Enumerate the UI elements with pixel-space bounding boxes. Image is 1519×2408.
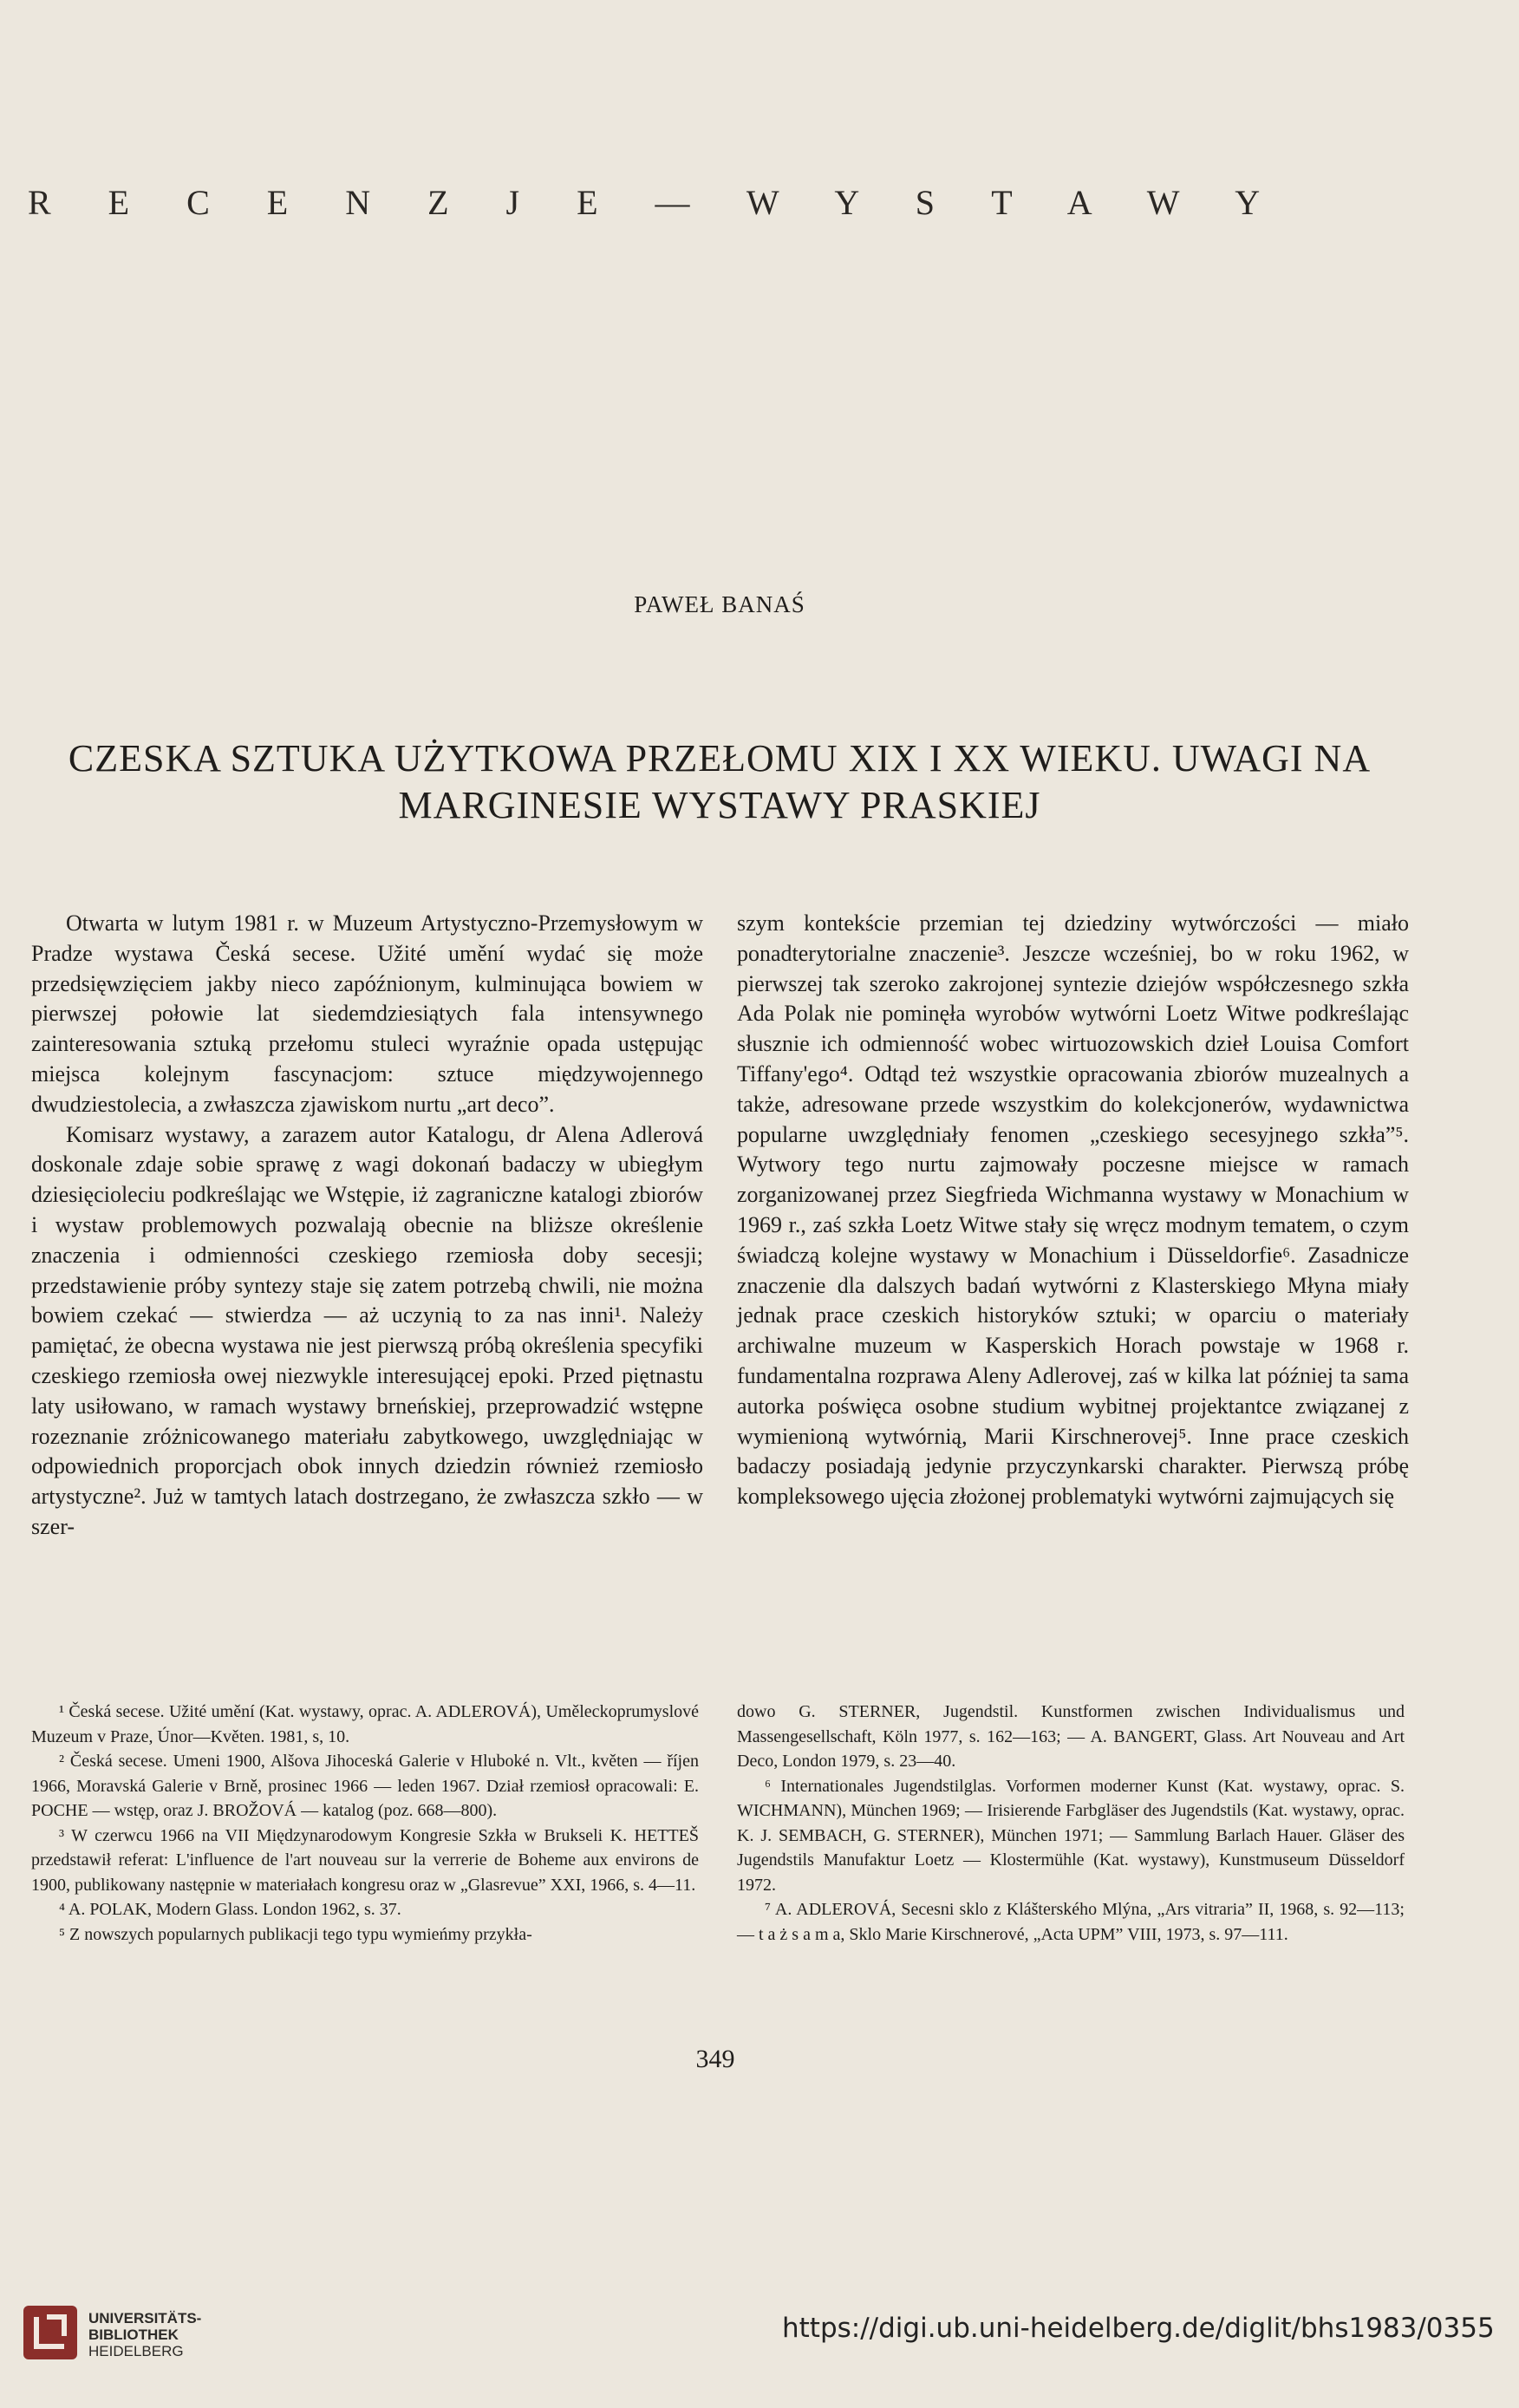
- body-column-left: [31, 909, 703, 1543]
- title-line-2: MARGINESIE WYSTAWY PRASKIEJ: [398, 784, 1041, 826]
- article-author: PAWEŁ BANAŚ: [634, 591, 805, 617]
- footnotes-left: [31, 1700, 699, 1947]
- page-number: 349: [695, 2045, 735, 2073]
- footnote: ² Česká secese. Umeni 1900, Alšova Jihoceská Galerie v Hluboké n. Vlt., květen — říjen 1966, Moravská Galerie v Brně, prosinec 1966 — leden 1967. Dział rzemiosł opracowali: E. POCHE — wstęp, oraz J. BROŽOVÁ — katalog (poz. 668—800).: [31, 1752, 699, 1820]
- footnotes-right: [737, 1700, 1405, 1947]
- footnote: dowo G. STERNER, Jugendstil. Kunstformen zwischen Individualismus und Massengesellschaft, Köln 1977, s. 162—163; — A. BANGERT, Glass. Art Nouveau and Art Deco, London 1979, s. 23—40.: [737, 1702, 1405, 1771]
- paragraph: Komisarz wystawy, a zarazem autor Katalogu, dr Alena Adlerová doskonale zdaje sobie sprawę z wagi dokonań badaczy w ubiegłym dziesięcioleciu podkreślając we Wstępie, iż zagraniczne katalogi zbiorów i wystaw problemowych pozwalają obecnie na bliższe określenie znaczenia i odmienności czeskiego rzemiosła doby secesji; przedstawienie próby syntezy staje się zatem potrzebą chwili, nie można bowiem czekać — stwierdza — aż uczynią to za nas inni¹. Należy pamiętać, że obecna wystawa nie jest pierwszą próbą określenia specyfiki czeskiego rzemiosła owej niezwykle interesującej epoki. Przed piętnastu laty usiłowano, w ramach wystawy brneńskiej, przeprowadzić wstępne rozeznanie zróżnicowanego materiału zabytkowego, uwzględniając w odpowiednich proporcjach obok innych dziedzin również rzemiosło artystyczne². Już w tamtych latach dostrzegano, że zwłaszcza szkło — w szer-: [31, 1121, 703, 1539]
- paragraph: szym kontekście przemian tej dziedziny wytwórczości — miało ponadterytorialne znaczenie³. Jeszcze wcześniej, bo w roku 1962, w pierwszej tak szeroko zakrojonej syntezie dziejów współczesnego szkła Ada Polak nie pominęła wyrobów wytwórni Loetz Witwe podkreślając słusznie ich odmienność wobec wirtuozowskich dzieł Louisa Comfort Tiffany'ego⁴. Odtąd też wszystkie opracowania zbiorów muzealnych a także, adresowane przede wszystkim do kolekcjonerów, wydawnictwa popularne uwzględniały fenomen „czeskiego secesyjnego szkła”⁵. Wytwory tego nurtu zajmowały poczesne miejsce w ramach zorganizowanej przez Siegfrieda Wichmanna wystawy w Monachium w 1969 r., zaś szkła Loetz Witwe stały się wręcz modnym tematem, o czym świadczą kolejne wystawy w Monachium i Düsseldorfie⁶. Zasadnicze znaczenie dla dalszych badań wytwórni z Klasterskiego Młyna miały jednak prace czeskich historyków sztuki; w oparciu o materiały archiwalne muzeum w Kasperskich Horach powstaje w 1968 r. fundamentalna rozprawa Aleny Adlerovej, zaś w kilka lat później ta sama autorka poświęca osobne studium wybitnej projektantce związanej z wymienioną wytwórnią, Marii Kirschnerovej⁵. Inne prace czeskich badaczy posiadają jedynie przyczynkarski charakter. Pierwszą próbę kompleksowego ujęcia złożonej problematyki wytwórni zajmujących się: [737, 910, 1409, 1510]
- section-header: R E C E N Z J E — W Y S T A W Y: [28, 183, 1261, 222]
- footnote: ³ W czerwcu 1966 na VII Międzynarodowym Kongresie Szkła w Brukseli K. HETTEŠ przedstawił referat: L'influence de l'art nouveau sur la verrerie de Boheme aux environs de 1900, publikowany następnie w materiałach kongresu oraz w „Glasrevue” XXI, 1966, s. 4—11.: [31, 1825, 699, 1895]
- article-title: [26, 735, 1413, 829]
- body-column-right: [737, 909, 1409, 1512]
- footnote: ⁴ A. POLAK, Modern Glass. London 1962, s. 37.: [59, 1900, 401, 1919]
- title-line-1: CZESKA SZTUKA UŻYTKOWA PRZEŁOMU XIX I XX WIEKU. UWAGI NA: [68, 737, 1372, 780]
- library-logo[interactable]: [23, 2300, 283, 2369]
- logo-line-2: BIBLIOTHEK: [88, 2326, 179, 2343]
- footnote: ¹ Česká secese. Užité umění (Kat. wystawy, oprac. A. ADLEROVÁ), Uměleckoprumyslové Muzeum v Praze, Únor—Květen. 1981, s, 10.: [31, 1702, 699, 1746]
- footnote: ⁷ A. ADLEROVÁ, Secesni sklo z Klášterského Mlýna, „Ars vitraria” II, 1968, s. 92—113; — t a ż s a m a, Sklo Marie Kirschnerové, „Acta UPM” VIII, 1973, s. 97—111.: [737, 1900, 1405, 1944]
- paragraph: Otwarta w lutym 1981 r. w Muzeum Artystyczno-Przemysłowym w Pradze wystawa Česká secese. Užité umění wydać się może przedsięwzięciem jakby nieco zapóźnionym, kulminująca bowiem w pierwszej połowie lat siedemdziesiątych fala intensywnego zainteresowania sztuką przełomu stuleci wyraźnie opada ustępując miejsca kolejnym fascynacjom: sztuce międzywojennego dwudziestolecia, a zwłaszcza zjawiskom nurtu „art deco”.: [31, 910, 703, 1117]
- footnote: ⁵ Z nowszych popularnych publikacji tego typu wymieńmy przykła-: [59, 1924, 532, 1944]
- university-library-logo-icon: [23, 2305, 78, 2360]
- source-url-link[interactable]: https://digi.ub.uni-heidelberg.de/diglit/bhs1983/0355: [782, 2313, 1495, 2344]
- logo-line-1: UNIVERSITÄTS-: [88, 2310, 202, 2326]
- logo-line-3: HEIDELBERG: [88, 2343, 184, 2359]
- footnote: ⁶ Internationales Jugendstilglas. Vorformen moderner Kunst (Kat. wystawy, oprac. S. WICHMANN), München 1969; — Irisierende Farbgläser des Jugendstils (Kat. wystawy, oprac. K. J. SEMBACH, G. STERNER), München 1971; — Sammlung Barlach Hauer. Gläser des Jugendstils Manufaktur Loetz — Klostermühle (Kat. wystawy), Kunstmuseum Düsseldorf 1972.: [737, 1776, 1405, 1895]
- library-name: [88, 2310, 279, 2359]
